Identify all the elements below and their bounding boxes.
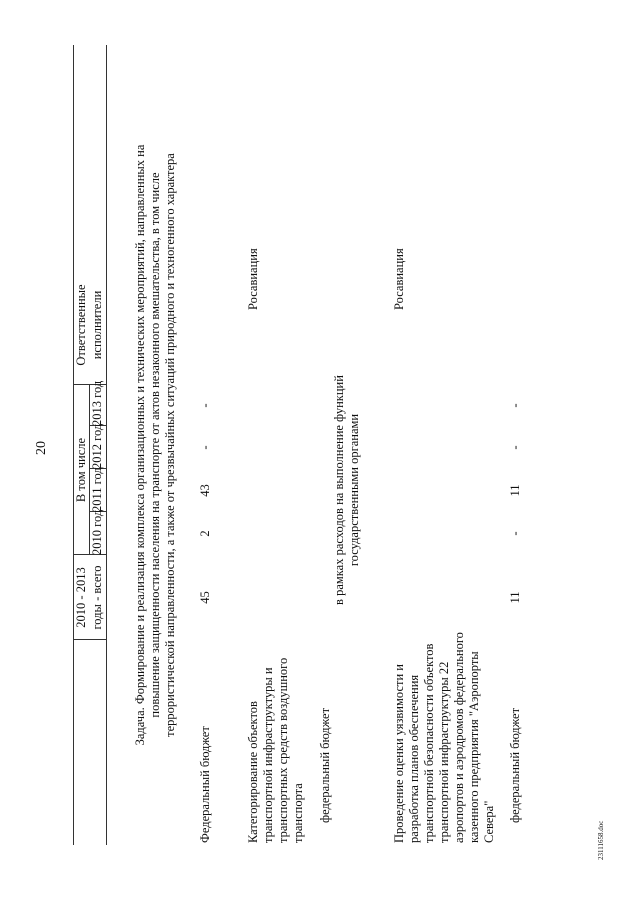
row-categorization-responsible: Росавиация <box>246 248 260 310</box>
header-total-line2: годы - всего <box>90 565 104 630</box>
row-federal-budget-2-note-line1: в рамках расходов на выполнение функций <box>332 375 346 605</box>
row-assessment-responsible: Росавиация <box>392 248 406 310</box>
row-federal-2011: 43 <box>198 484 212 497</box>
row-assessment-line7: Севера" <box>482 800 496 843</box>
header-year-2010: 2010 год <box>90 509 104 555</box>
row-federal-2013: - <box>198 403 212 408</box>
page-number: 20 <box>34 441 49 455</box>
header-year-2012: 2012 год <box>90 423 104 469</box>
header-bottom-rule <box>106 45 107 845</box>
row-federal-budget-3-2013: - <box>508 403 522 408</box>
header-responsible-line2: исполнители <box>90 290 104 360</box>
row-assessment-line1: Проведение оценки уязвимости и <box>392 664 406 843</box>
row-federal-budget-3-total: 11 <box>508 591 522 604</box>
row-federal-total: 45 <box>198 591 212 604</box>
row-federal-budget-3-2012: - <box>508 445 522 450</box>
row-categorization-line3: транспортных средств воздушного <box>276 657 290 843</box>
rotated-table <box>70 45 630 845</box>
task-description: Задача. Формирование и реализация комплекса организационных и технических мероприятий, направленных на повышение защищенности населения на транспорте от актов незаконного вмешательства, в том числе террористической направленности, а также от чрезвычайных ситуаций природного и техногенного характера <box>133 144 177 746</box>
header-year-2013: 2013 год <box>90 380 104 426</box>
row-federal-2012: - <box>198 445 212 450</box>
row-assessment-line5: аэропортов и аэродромов федерального <box>452 632 466 843</box>
row-federal-budget-2-label: федеральный бюджет <box>318 707 332 823</box>
row-assessment-line3: транспортной безопасности объектов <box>422 643 436 843</box>
row-categorization-line2: транспортной инфраструктуры и <box>261 667 275 843</box>
header-responsible-line1: Ответственные <box>74 284 88 366</box>
row-federal-budget-3-label: федеральный бюджет <box>508 707 522 823</box>
row-categorization-line1: Категорирование объектов <box>246 701 260 843</box>
row-assessment-line2: разработка планов обеспечения <box>407 674 421 843</box>
row-federal-budget-2-note-line2: государственными органами <box>347 413 361 567</box>
row-federal-2010: 2 <box>198 530 212 537</box>
row-federal-budget-3-2010: - <box>508 531 522 536</box>
row-assessment-line6: казенного предприятия "Аэропорты <box>467 651 481 843</box>
row-assessment-line4: транспортной инфраструктуры 22 <box>437 661 451 843</box>
row-federal-budget-3-2011: 11 <box>508 484 522 497</box>
row-label-federal-budget: Федеральный бюджет <box>198 726 212 843</box>
header-year-2011: 2011 год <box>90 467 104 512</box>
document-id: 23111658.doc <box>597 820 605 860</box>
row-categorization-line4: транспорта <box>291 783 305 843</box>
header-total-line1: 2010 - 2013 <box>74 567 88 628</box>
header-including: В том числе <box>74 437 88 503</box>
